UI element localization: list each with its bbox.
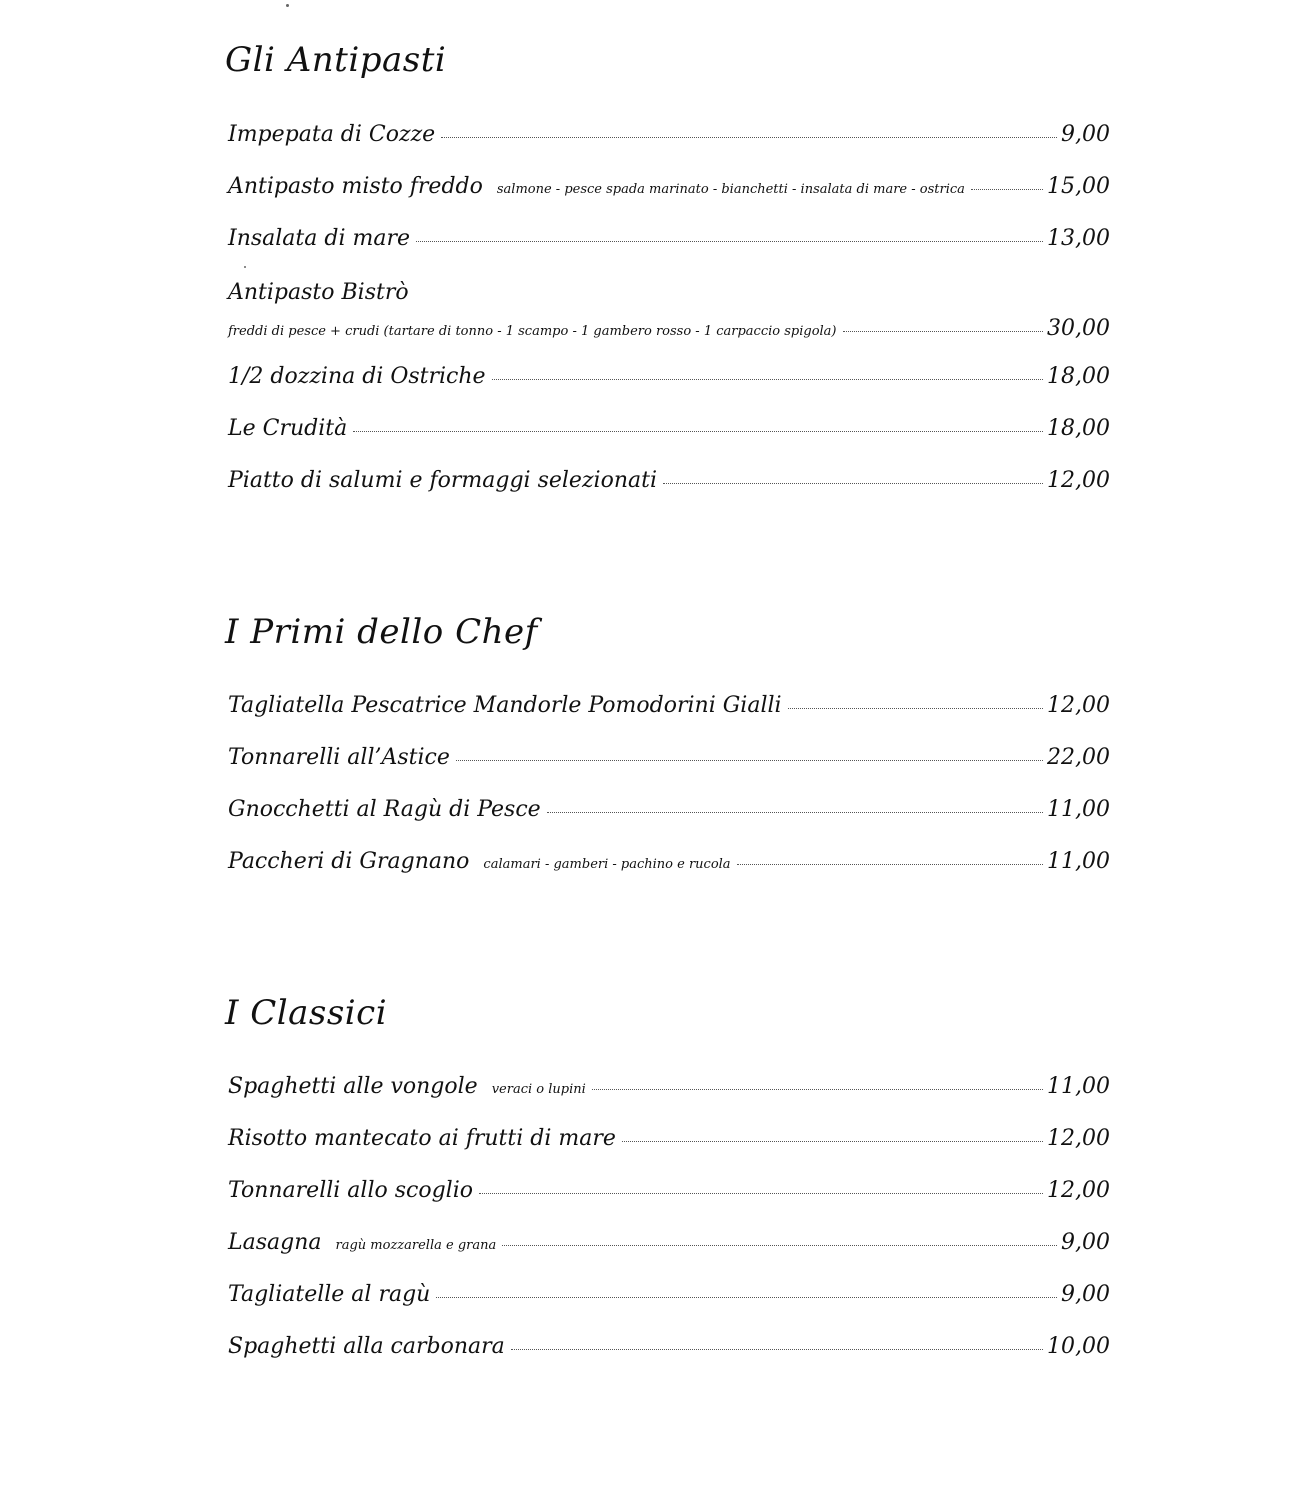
item-price: 18,00	[1047, 364, 1110, 389]
item-note: freddi di pesce + crudi (tartare di tonno - 1 scampo - 1 gambero rosso - 1 carpaccio spigola)	[228, 324, 837, 339]
dotted-leader	[441, 137, 1057, 138]
item-price: 12,00	[1047, 693, 1110, 718]
dotted-leader	[502, 1245, 1057, 1246]
item-price: 11,00	[1047, 849, 1110, 874]
item-price: 11,00	[1047, 797, 1110, 822]
dotted-leader	[492, 379, 1043, 380]
item-price: 12,00	[1047, 468, 1110, 493]
menu-item	[228, 226, 1110, 260]
dotted-leader	[456, 760, 1043, 761]
item-name: Gnocchetti al Ragù di Pesce	[228, 797, 541, 822]
item-name: Tonnarelli all’Astice	[228, 745, 450, 770]
dotted-leader	[592, 1089, 1043, 1090]
dotted-leader	[737, 864, 1043, 865]
item-name: Lasagna	[228, 1230, 322, 1255]
dotted-leader	[843, 331, 1044, 332]
item-price: 13,00	[1047, 226, 1110, 251]
dotted-leader	[663, 483, 1043, 484]
dotted-leader	[788, 708, 1043, 709]
menu-item	[228, 1178, 1110, 1212]
item-name: Paccheri di Gragnano	[228, 849, 470, 874]
item-note: ragù mozzarella e grana	[335, 1238, 497, 1253]
item-name: Impepata di Cozze	[228, 122, 436, 147]
dotted-leader	[436, 1297, 1057, 1298]
item-name: Tonnarelli allo scoglio	[228, 1178, 473, 1203]
item-name: Le Crudità	[228, 416, 348, 441]
menu-item	[228, 1282, 1110, 1316]
menu-item	[228, 468, 1110, 502]
item-price: 30,00	[1047, 316, 1110, 341]
item-name: Piatto di salumi e formaggi selezionati	[228, 468, 657, 493]
dotted-leader	[547, 812, 1043, 813]
menu-item	[228, 174, 1110, 208]
item-price: 9,00	[1061, 1230, 1110, 1255]
item-name: Antipasto Bistrò	[228, 280, 409, 305]
scan-speck	[244, 266, 246, 268]
item-note: veraci o lupini	[491, 1082, 586, 1097]
section-title-antipasti: Gli Antipasti	[225, 40, 447, 80]
item-price: 11,00	[1047, 1074, 1110, 1099]
item-name: Spaghetti alla carbonara	[228, 1334, 505, 1359]
menu-item	[228, 1230, 1110, 1264]
section-title-primi: I Primi dello Chef	[225, 612, 538, 652]
dotted-leader	[971, 189, 1043, 190]
scan-speck	[286, 4, 289, 7]
item-name: Spaghetti alle vongole	[228, 1074, 478, 1099]
dotted-leader	[353, 431, 1043, 432]
item-note: salmone - pesce spada marinato - bianchetti - insalata di mare - ostrica	[496, 182, 965, 197]
menu-item	[228, 1074, 1110, 1108]
item-price: 10,00	[1047, 1334, 1110, 1359]
menu-item	[228, 364, 1110, 398]
menu-item	[228, 693, 1110, 727]
menu-item	[228, 745, 1110, 779]
dotted-leader	[416, 241, 1043, 242]
item-name: Insalata di mare	[228, 226, 410, 251]
menu-item	[228, 1334, 1110, 1368]
menu-item	[228, 1126, 1110, 1160]
item-name: Antipasto misto freddo	[228, 174, 483, 199]
item-price: 12,00	[1047, 1178, 1110, 1203]
menu-item	[228, 797, 1110, 831]
item-name: 1/2 dozzina di Ostriche	[228, 364, 486, 389]
item-price: 15,00	[1047, 174, 1110, 199]
item-name: Tagliatella Pescatrice Mandorle Pomodorini Gialli	[228, 693, 782, 718]
item-price: 12,00	[1047, 1126, 1110, 1151]
item-price: 18,00	[1047, 416, 1110, 441]
item-price: 9,00	[1061, 122, 1110, 147]
dotted-leader	[511, 1349, 1043, 1350]
item-name: Tagliatelle al ragù	[228, 1282, 431, 1307]
item-price: 22,00	[1047, 745, 1110, 770]
dotted-leader	[622, 1141, 1043, 1142]
item-name: Risotto mantecato ai frutti di mare	[228, 1126, 616, 1151]
item-price: 9,00	[1061, 1282, 1110, 1307]
menu-item	[228, 416, 1110, 450]
section-title-classici: I Classici	[225, 993, 388, 1033]
menu-item	[228, 849, 1110, 883]
dotted-leader	[479, 1193, 1043, 1194]
menu-item	[228, 122, 1110, 156]
menu-item	[228, 280, 1110, 341]
item-note: calamari - gamberi - pachino e rucola	[483, 857, 731, 872]
